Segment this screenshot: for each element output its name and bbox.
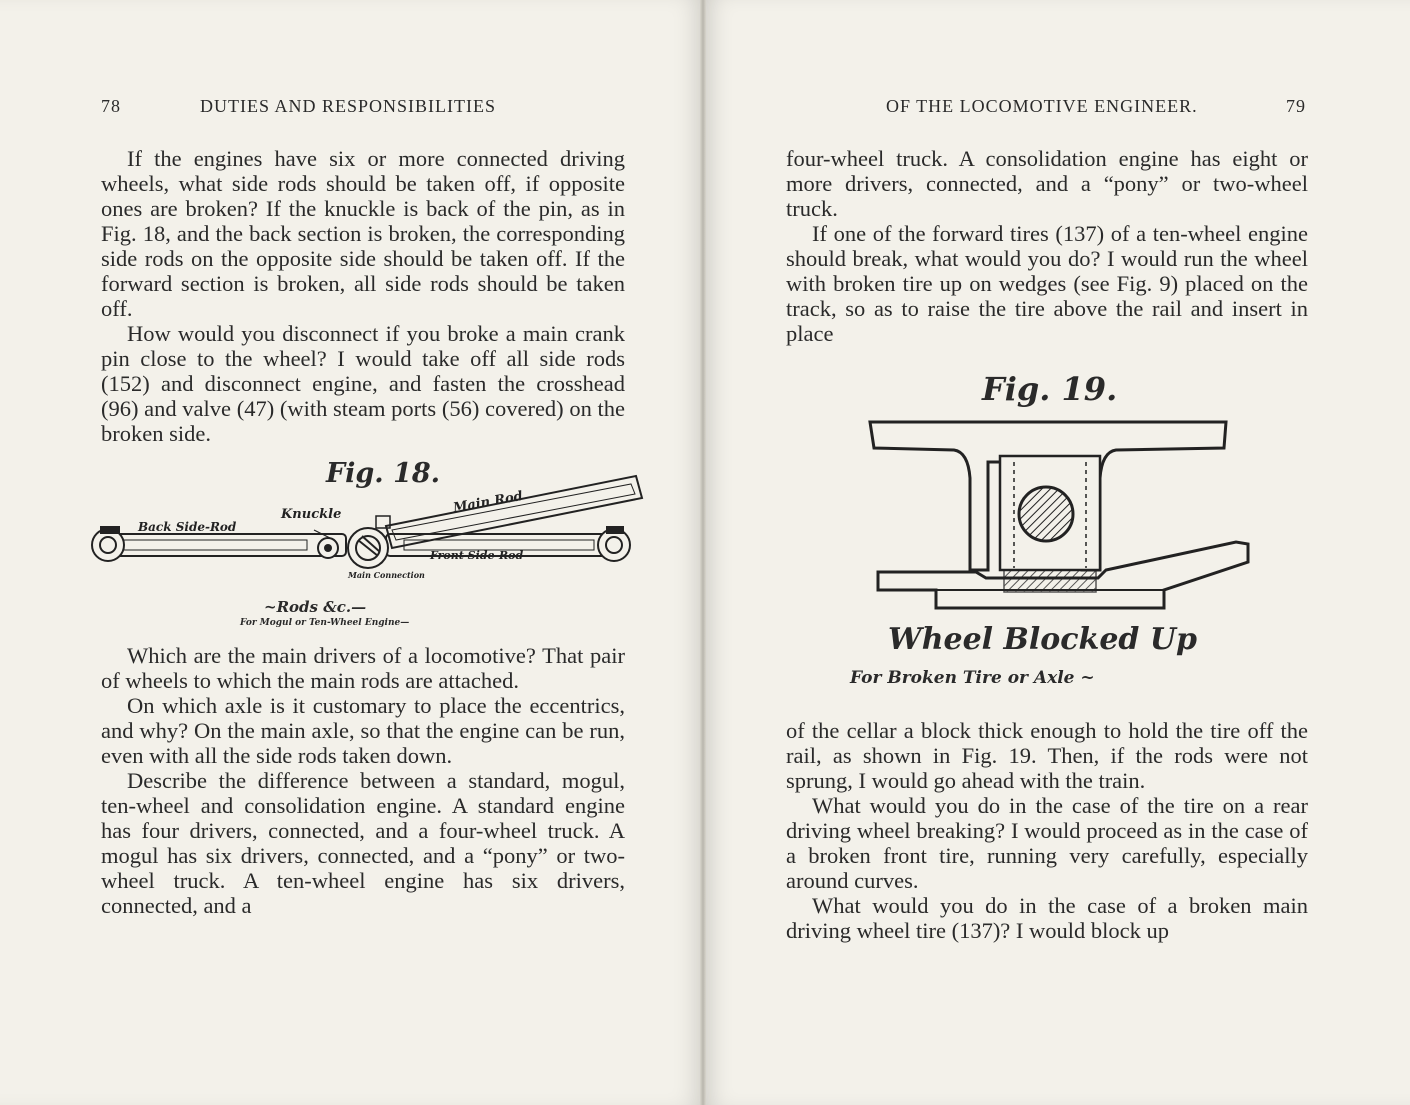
paragraph: Which are the main drivers of a locomotive? That pair of wheels to which the main rods are attached. [101, 643, 625, 693]
left-top-text [101, 146, 625, 446]
left-page-number: 78 [101, 96, 121, 116]
paragraph: If one of the forward tires (137) of a ten-wheel engine should break, what would you do? I would run the wheel with broken tire up on wedges (see Fig. 9) placed on the track, so as to raise the tire above the rail and insert in place [786, 221, 1308, 346]
right-running-head: OF THE LOCOMOTIVE ENGINEER. [886, 96, 1198, 116]
paragraph: On which axle is it customary to place the eccentrics, and why? On the main axle, so that the engine can be run, even with all the side rods taken down. [101, 693, 625, 768]
right-bottom-text [786, 718, 1308, 943]
paragraph: How would you disconnect if you broke a main crank pin close to the wheel? I would take off all side rods (152) and disconnect engine, and fasten the crosshead (96) and valve (47) (with steam ports (56) covered) on the broken side. [101, 321, 625, 446]
label-back-side-rod: Back Side-Rod [138, 520, 237, 534]
paragraph: Describe the difference between a standard, mogul, ten-wheel and consolidation engine. A standard engine has four drivers, connected, and a four-wheel truck. A mogul has six drivers, connected, and a “pony” or two-wheel truck. A ten-wheel engine has six drivers, connected, and a [101, 768, 625, 918]
figure-19-title: Fig. 19. [982, 370, 1118, 408]
left-running-head: DUTIES AND RESPONSIBILITIES [200, 96, 497, 116]
paragraph: of the cellar a block thick enough to hold the tire off the rail, as shown in Fig. 19. Then, if the rods were not sprung, I would go ahead with the train. [786, 718, 1308, 793]
label-main-rod: Main Rod [452, 488, 524, 516]
figure-19-subcaption: For Broken Tire or Axle ~ [850, 668, 1095, 688]
right-page-number: 79 [1286, 96, 1306, 116]
label-front-side-rod: Front Side-Rod [430, 549, 524, 562]
figure-18-caption: ~Rods &c.— [264, 598, 367, 616]
paragraph: What would you do in the case of the tire on a rear driving wheel breaking? I would proceed as in the case of a broken front tire, running very carefully, especially around curves. [786, 793, 1308, 893]
book-gutter [700, 0, 706, 1105]
figure-18-subcaption: For Mogul or Ten-Wheel Engine— [240, 618, 410, 628]
left-bottom-text [101, 643, 625, 918]
label-main-connection: Main Connection [348, 570, 425, 580]
figure-18-rods-drawing [86, 468, 646, 588]
paragraph: What would you do in the case of a broken main driving wheel tire (137)? I would block up [786, 893, 1308, 943]
label-knuckle: Knuckle [281, 507, 342, 522]
figure-19-wheel-blocked-drawing [866, 418, 1256, 618]
figure-18-title: Fig. 18. [326, 458, 441, 489]
figure-19-caption: Wheel Blocked Up [888, 622, 1197, 657]
paragraph: four-wheel truck. A consolidation engine has eight or more drivers, connected, and a “pony” or two-wheel truck. [786, 146, 1308, 221]
paragraph: If the engines have six or more connected driving wheels, what side rods should be taken off, if opposite ones are broken? If the knuckle is back of the pin, as in Fig. 18, and the back section is broken, the corresponding side rods on the opposite side should be taken off. If the forward section is broken, all side rods should be taken off. [101, 146, 625, 321]
right-top-text [786, 146, 1308, 346]
